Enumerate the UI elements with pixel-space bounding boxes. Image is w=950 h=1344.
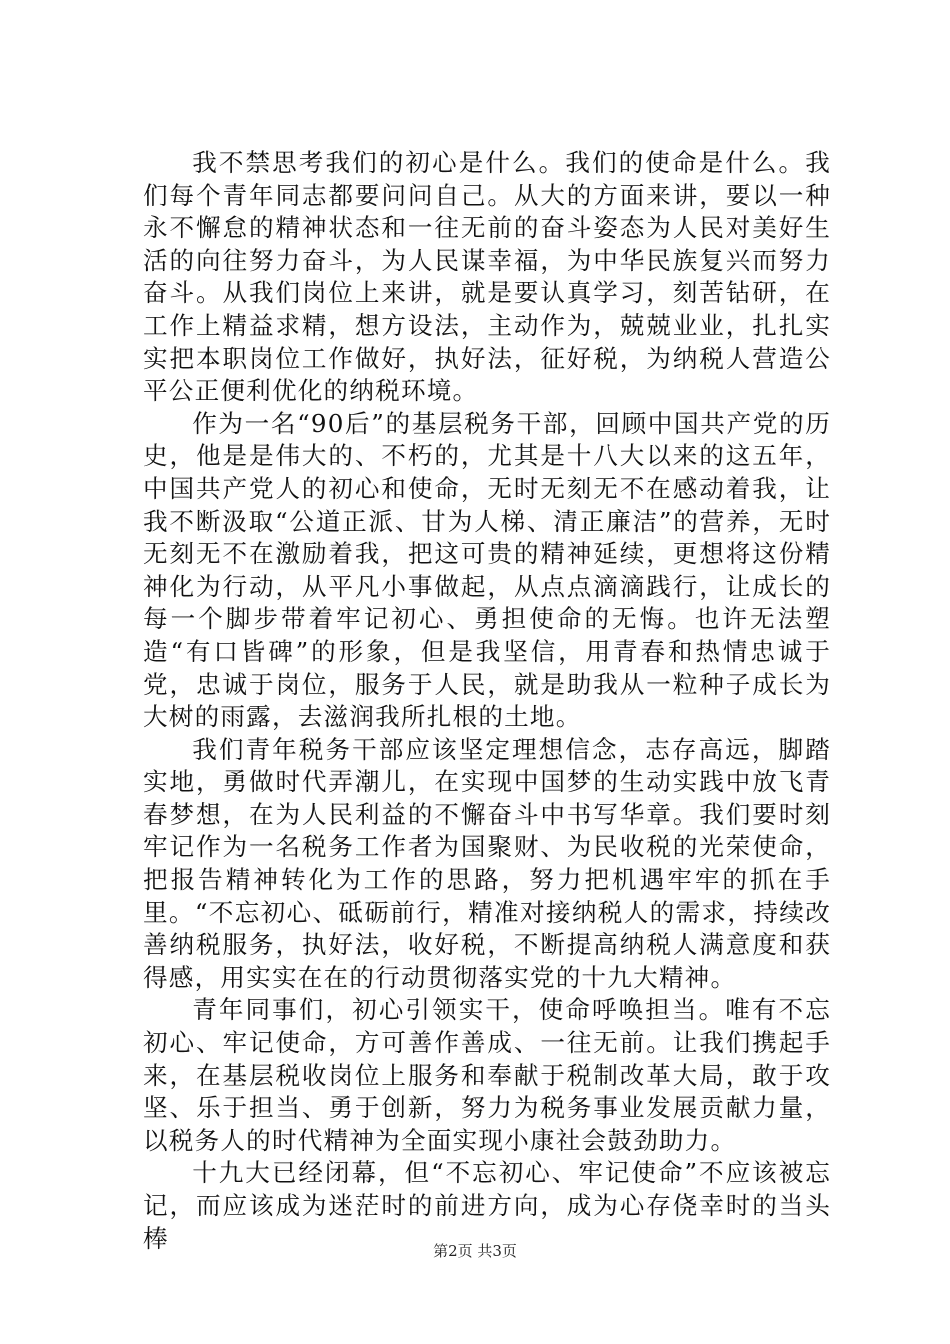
paragraph-2: 作为一名“90后”的基层税务干部，回顾中国共产党的历史，他是是伟大的、不朽的，尤其是十八大以来的这五年，中国共产党人的初心和使命，无时无刻无不在感动着我，让我不断汲取“公道正派、甘为人梯、清正廉洁”的营养，无时无刻无不在激励着我，把这可贵的精神延续，更想将这份精神化为行动，从平凡小事做起，从点点滴滴践行，让成长的每一个脚步带着牢记初心、勇担使命的无悔。也许无法塑造“有口皆碑”的形象，但是我坚信，用青春和热情忠诚于党，忠诚于岗位，服务于人民，就是助我从一粒种子成长为大树的雨露，去滋润我所扎根的土地。 xyxy=(143,408,831,732)
paragraph-3: 我们青年税务干部应该坚定理想信念，志存高远，脚踏实地，勇做时代弄潮儿，在实现中国梦的生动实践中放飞青春梦想，在为人民利益的不懈奋斗中书写华章。我们要时刻牢记作为一名税务工作者为国聚财、为民收税的光荣使命，把报告精神转化为工作的思路，努力把机遇牢牢的抓在手里。“不忘初心、砥砺前行，精准对接纳税人的需求，持续改善纳税服务，执好法，收好税，不断提高纳税人满意度和获得感，用实实在在的行动贯彻落实党的十九大精神。 xyxy=(143,734,831,992)
paragraph-1: 我不禁思考我们的初心是什么。我们的使命是什么。我们每个青年同志都要问问自己。从大的方面来讲，要以一种永不懈怠的精神状态和一往无前的奋斗姿态为人民对美好生活的向往努力奋斗，为人民谋幸福，为中华民族复兴而努力奋斗。从我们岗位上来讲，就是要认真学习，刻苦钻研，在工作上精益求精，想方设法，主动作为，兢兢业业，扎扎实实把本职岗位工作做好，执好法，征好税，为纳税人营造公平公正便利优化的纳税环境。 xyxy=(143,148,831,406)
paragraph-4: 青年同事们，初心引领实干，使命呼唤担当。唯有不忘初心、牢记使命，方可善作善成、一往无前。让我们携起手来，在基层税收岗位上服务和奉献于税制改革大局，敢于攻坚、乐于担当、勇于创新，努力为税务事业发展贡献力量，以税务人的时代精神为全面实现小康社会鼓劲助力。 xyxy=(143,995,831,1155)
page-number-footer: 第2页 共3页 xyxy=(433,1242,517,1260)
body-text xyxy=(143,147,831,1255)
paragraph-5: 十九大已经闭幕，但“不忘初心、牢记使命”不应该被忘记，而应该成为迷茫时的前进方向，成为心存侥幸时的当头棒 xyxy=(143,1158,831,1253)
